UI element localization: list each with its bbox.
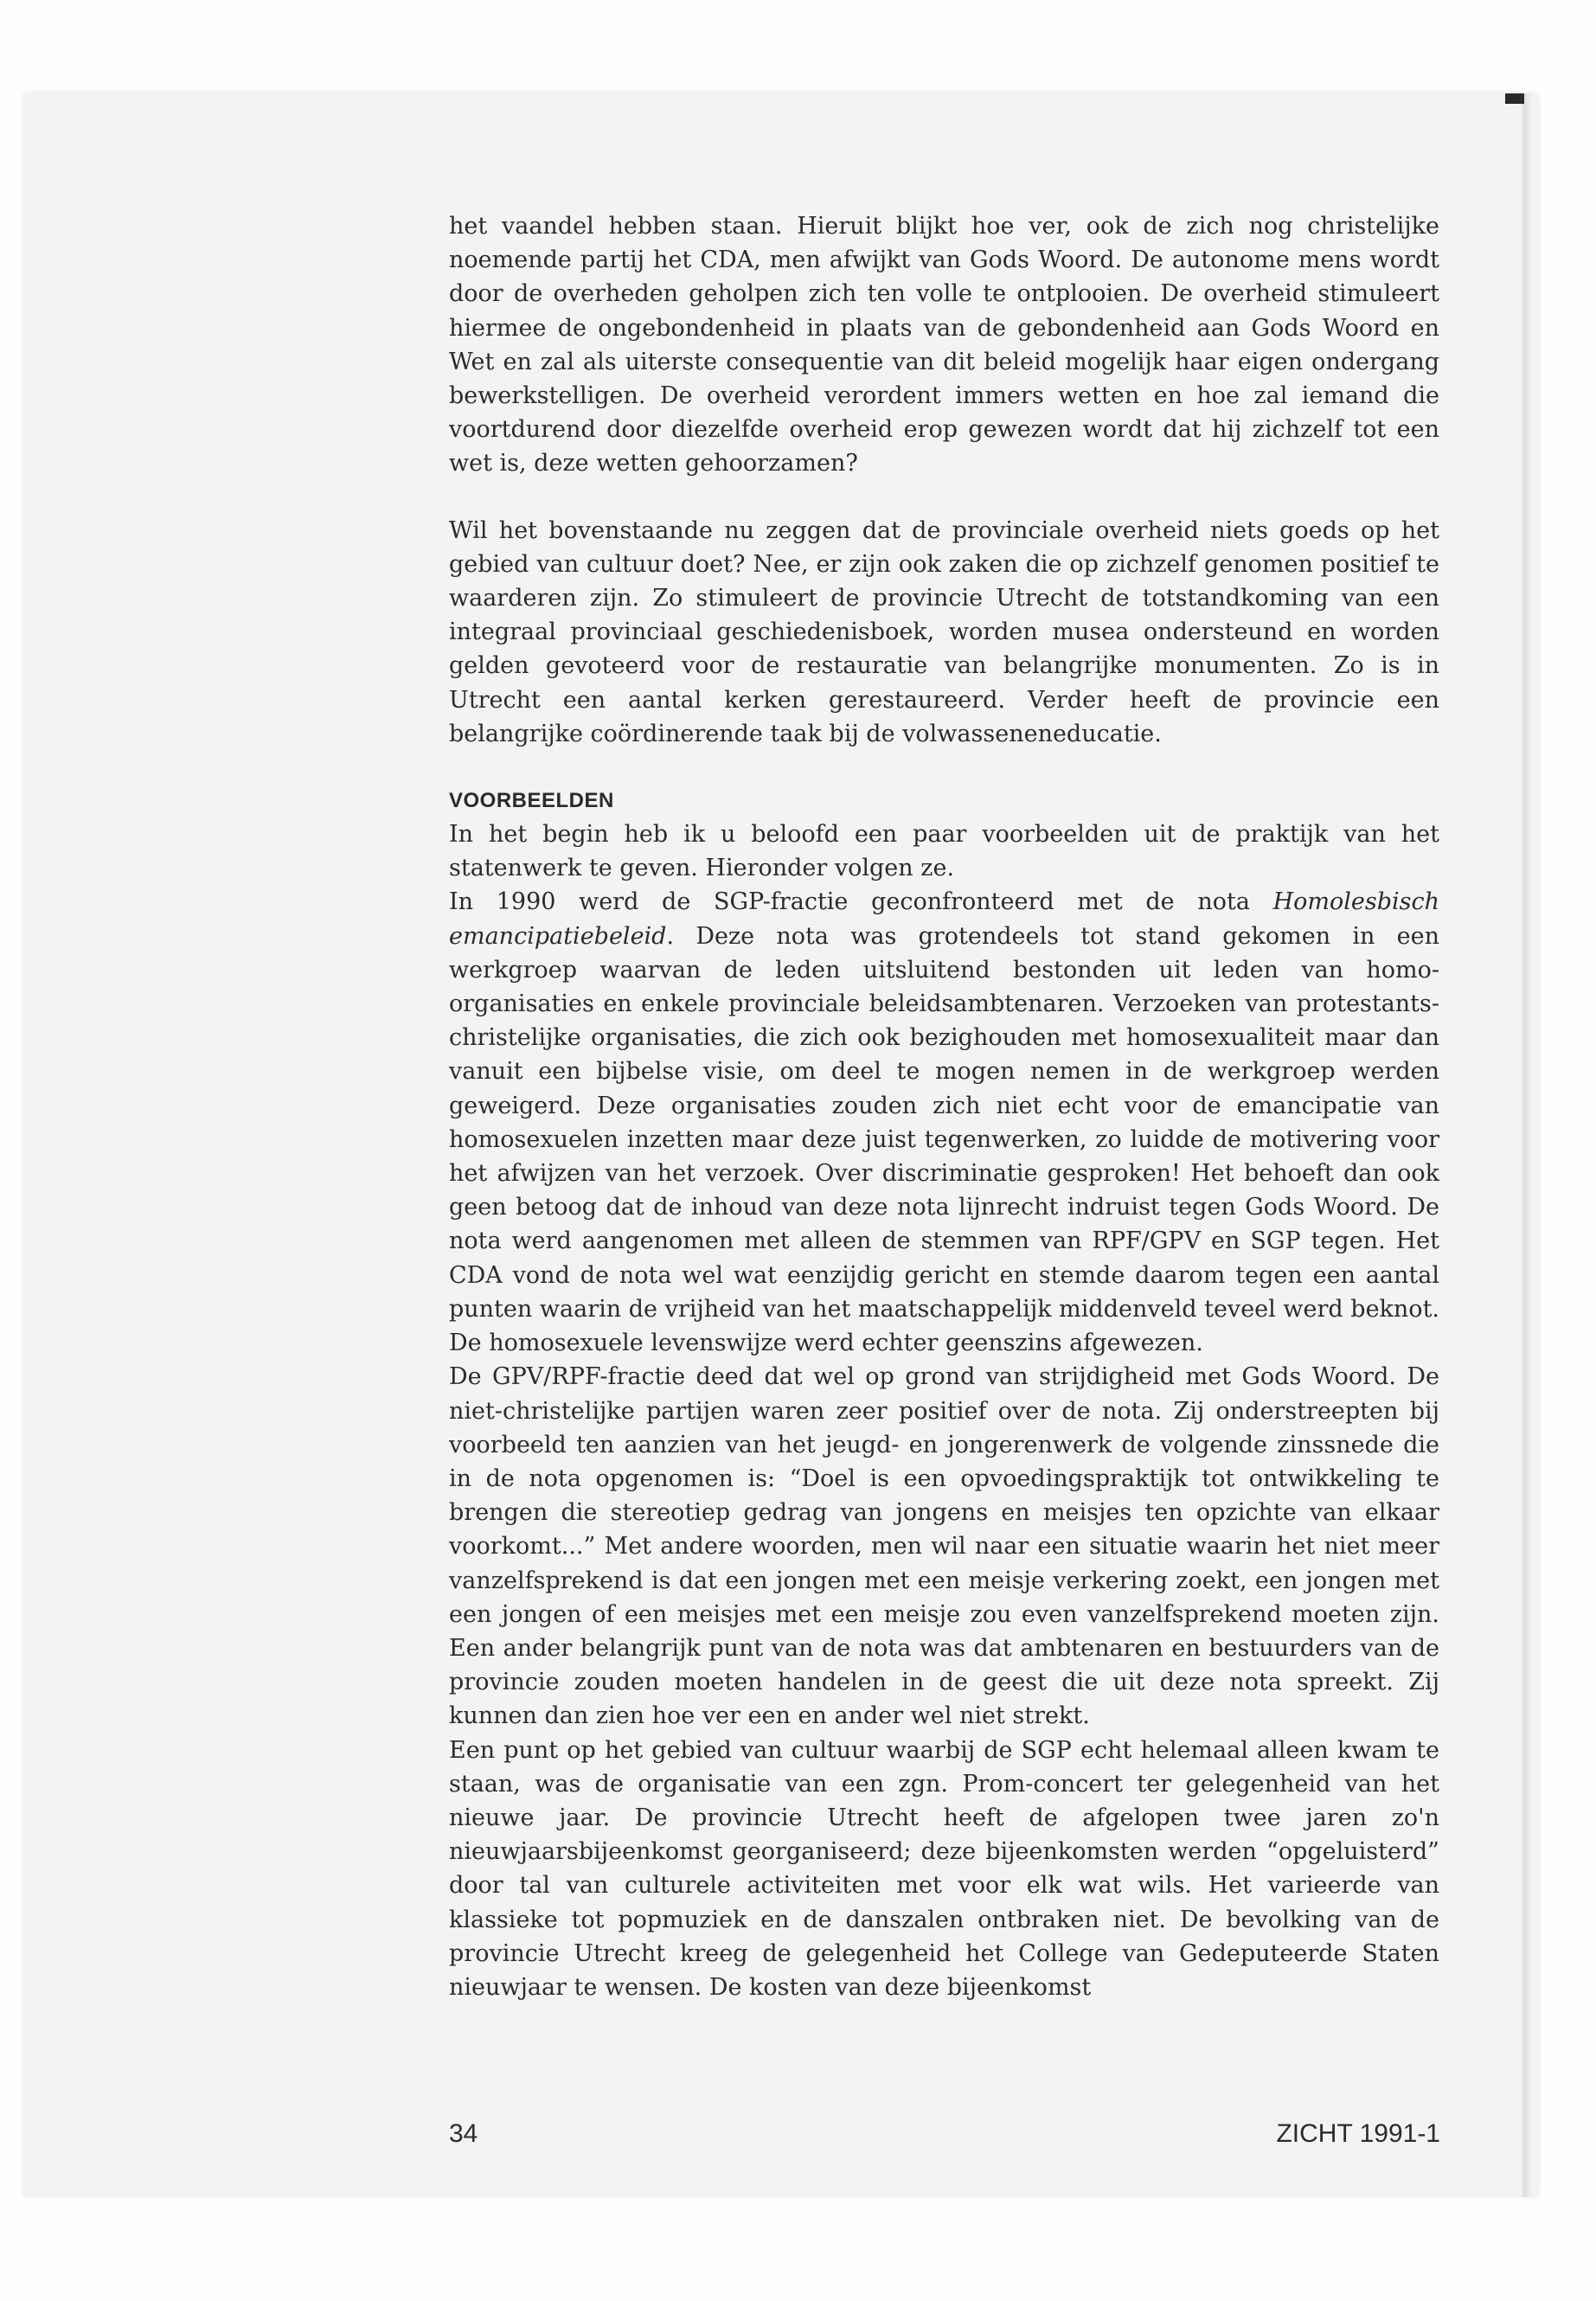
paragraph-5: De GPV/RPF-fractie deed dat wel op grond van strijdigheid met Gods Woord. De niet-christelijke partijen waren zeer positief over de nota. Zij onderstreepten bij voorbeeld ten aanzien van het jeugd- en jongerenwerk de volgende zinssnede die in de nota opgenomen is: “Doel is een opvoedingspraktijk tot ontwikkeling te brengen die stereotiep gedrag van jongens en meisjes ten opzichte van elkaar voorkomt...” Met andere woorden, men wil naar een situatie waarin het niet meer vanzelfsprekend is dat een jongen met een meisje verkering zoekt, een jongen met een jongen of een meisjes met een meisje zou even vanzelfsprekend moeten zijn. Een ander belangrijk punt van de nota was dat ambtenaren en bestuurders van de provincie zouden moeten handelen in de geest die uit deze nota spreekt. Zij kunnen dan zien hoe ver een en ander wel niet strekt. [449,1363,1439,1730]
nota-title: Homolesbisch emancipatiebeleid [449,888,1439,950]
paragraph-2: Wil het bovenstaande nu zeggen dat de provinciale overheid niets goeds op het gebied van cultuur doet? Nee, er zijn ook zaken die op zichzelf genomen positief te waarderen zijn. Zo stimuleert de provincie Utrecht de totstandkoming van een integraal provinciaal geschiedenisboek, worden musea ondersteund en worden gelden gevoteerd voor de restauratie van belangrijke monumenten. Zo is in Utrecht een aantal kerken gerestaureerd. Verder heeft de provincie een belangrijke coördinerende taak bij de volwasseneneducatie. [449,516,1439,747]
paragraph-4-start: In 1990 werd de SGP-fractie geconfronteerd met de nota [449,888,1273,916]
paragraph-3: In het begin heb ik u beloofd een paar voorbeelden uit de praktijk van het statenwerk te geven. Hieronder volgen ze. [449,821,1439,882]
section-heading: VOORBEELDEN [449,789,614,813]
page-number: 34 [449,2119,478,2148]
paragraph-4 [449,885,1439,1360]
paragraph-6: Een punt op het gebied van cultuur waarbij de SGP echt helemaal alleen kwam te staan, was de organisatie van een zgn. Prom-concert ter gelegenheid van het nieuwe jaar. De provincie Utrecht heeft de afgelopen twee jaren zo'n nieuwjaarsbijeenkomst georganiseerd; deze bijeenkomsten werden “opgeluisterd” door tal van culturele activiteiten met voor elk wat wils. Het varieerde van klassieke tot popmuziek en de danszalen ontbraken niet. De bevolking van de provincie Utrecht kreeg de gelegenheid het College van Gedeputeerde Staten nieuwjaar te wensen. De kosten van deze bijeenkomst [449,1736,1439,2001]
binding-mark [1505,93,1524,104]
paragraph-4-rest: . Deze nota was grotendeels tot stand gekomen in een werkgroep waarvan de leden uitsluitend bestonden uit leden van homo-organisaties en enkele provinciale beleidsambtenaren. Verzoeken van protestants-christelijke organisaties, die zich ook bezighouden met homosexualiteit maar dan vanuit een bijbelse visie, om deel te mogen nemen in de werkgroep werden geweigerd. Deze organisaties zouden zich niet echt voor de emancipatie van homosexuelen inzetten maar deze juist tegenwerken, zo luidde de motivering voor het afwijzen van het verzoek. Over discriminatie gesproken! Het behoeft dan ook geen betoog dat de inhoud van deze nota lijnrecht indruist tegen Gods Woord. De nota werd aangenomen met alleen de stemmen van RPF/GPV en SGP tegen. Het CDA vond de nota wel wat eenzijdig gericht en stemde daarom tegen een aantal punten waarin de vrijheid van het maatschappelijk middenveld teveel werd beknot. De homosexuele levenswijze werd echter geenszins afgewezen. [449,922,1439,1357]
page-edge [1522,93,1535,2197]
article-body [449,209,1439,2004]
publication-label: ZICHT 1991-1 [1276,2119,1440,2148]
paragraph-1: het vaandel hebben staan. Hieruit blijkt hoe ver, ook de zich nog christelijke noemende partij het CDA, men afwijkt van Gods Woord. De autonome mens wordt door de overheden geholpen zich ten volle te ontplooien. De overheid stimuleert hiermee de ongebondenheid in plaats van de gebondenheid aan Gods Woord en Wet en zal als uiterste consequentie van dit beleid mogelijk haar eigen ondergang bewerkstelligen. De overheid verordent immers wetten en hoe zal iemand die voortdurend door diezelfde overheid erop gewezen wordt dat hij zichzelf tot een wet is, deze wetten gehoorzamen? [449,213,1439,478]
